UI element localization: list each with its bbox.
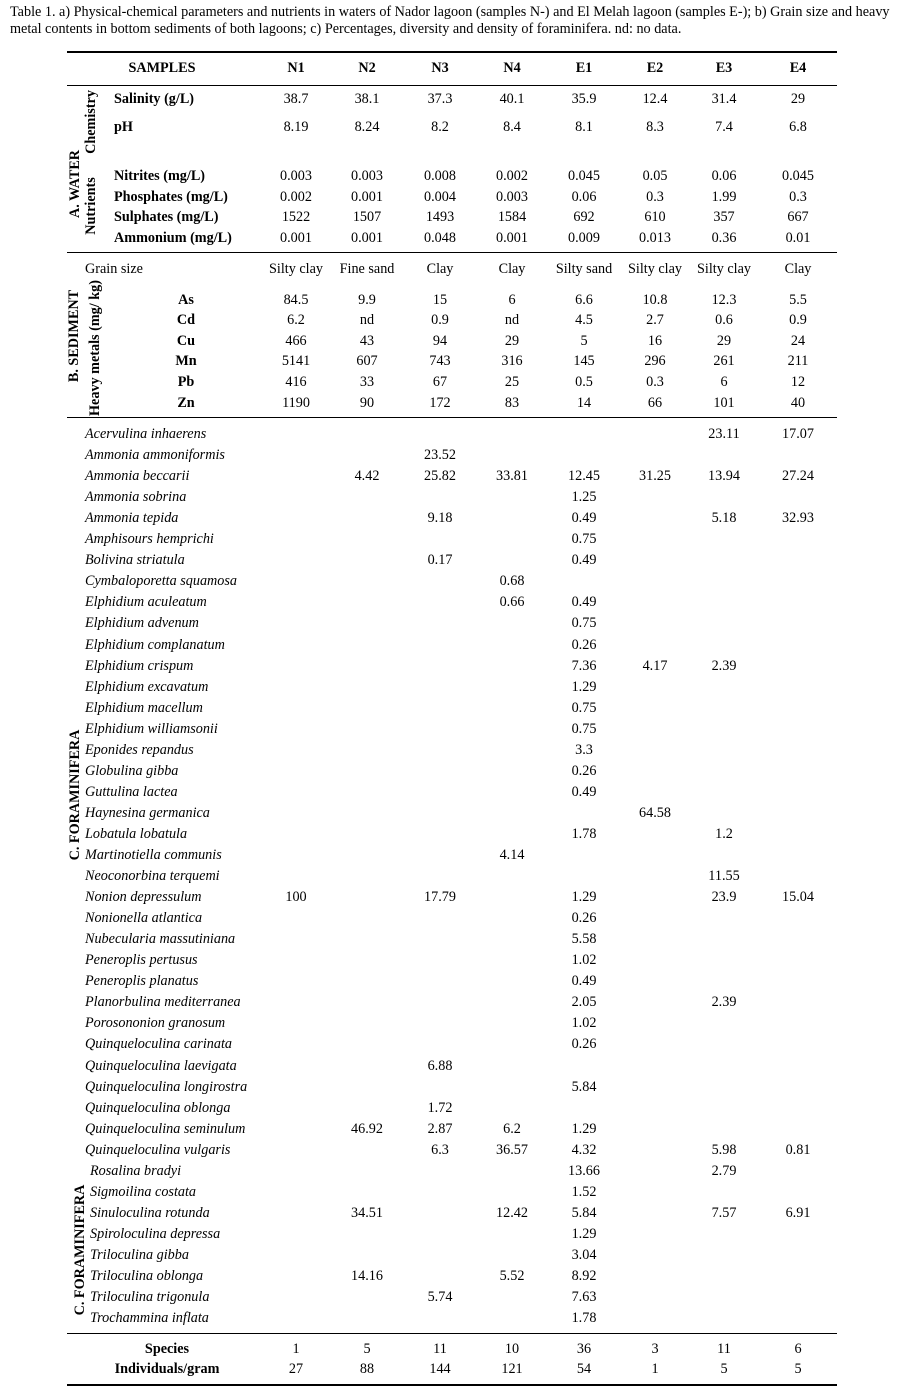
metal-value: 316: [501, 353, 523, 369]
sample-header: N3: [431, 60, 449, 76]
species-name: Quinqueloculina longirostra: [85, 1078, 248, 1095]
species-percentage: 4.42: [354, 468, 380, 485]
species-percentage: 1.29: [571, 1225, 597, 1242]
species-percentage: 31.25: [639, 468, 671, 485]
metal-value: 6: [508, 292, 516, 308]
total-value: 6: [794, 1341, 802, 1357]
species-percentage: 64.58: [639, 804, 671, 821]
chemistry-value: 6.8: [789, 119, 807, 135]
grain-size-value: Silty clay: [628, 261, 682, 277]
metal-value: 40: [790, 395, 806, 411]
metal-value: 145: [573, 353, 595, 369]
chemistry-value: 38.7: [283, 91, 309, 107]
species-percentage: 0.49: [571, 594, 597, 611]
metal-value: 466: [285, 333, 307, 349]
species-percentage: 2.05: [571, 994, 597, 1011]
species-percentage: 5.52: [499, 1268, 525, 1284]
species-name: Elphidium macellum: [85, 699, 203, 716]
species-percentage: 0.81: [785, 1141, 811, 1158]
chemistry-value: 12.4: [642, 91, 668, 107]
species-percentage: 0.26: [571, 910, 597, 927]
total-value: 54: [576, 1361, 592, 1377]
table-rule: [67, 51, 837, 53]
species-percentage: 34.51: [351, 1204, 383, 1221]
species-percentage: 6.2: [503, 1120, 521, 1137]
species-percentage: 0.26: [571, 762, 597, 779]
metal-value: 416: [285, 374, 307, 390]
chemistry-value: 8.3: [646, 119, 664, 135]
chemistry-value: 40.1: [499, 91, 525, 107]
metal-label: Mn: [175, 353, 197, 369]
species-percentage: 0.75: [571, 531, 597, 548]
metal-value: nd: [504, 312, 520, 328]
species-percentage: 0.75: [571, 615, 597, 632]
nutrient-value: 0.36: [711, 230, 737, 246]
metal-value: 67: [432, 374, 448, 390]
metal-value: 296: [644, 353, 666, 369]
total-value: 36: [576, 1341, 592, 1357]
species-name: Acervulina inhaerens: [85, 426, 207, 442]
total-value: 1: [651, 1361, 659, 1377]
species-name: Quinqueloculina laevigata: [85, 1057, 237, 1074]
nutrient-value: 1522: [281, 209, 311, 225]
species-name: Elphidium excavatum: [85, 678, 209, 695]
species-name: Nonion depressulum: [85, 889, 202, 906]
chemistry-value: 8.24: [354, 119, 380, 135]
species-name: Neoconorbina terquemi: [85, 868, 220, 885]
metal-value: 5.5: [789, 292, 807, 308]
grain-size-value: Silty sand: [555, 261, 613, 277]
metal-value: 12.3: [711, 292, 737, 308]
table-rule: [67, 1384, 837, 1386]
sample-header: E4: [789, 60, 807, 76]
total-value: 5: [363, 1341, 371, 1357]
grain-size-value: Fine sand: [339, 261, 395, 277]
metal-value: 43: [359, 333, 375, 349]
metal-value: 14: [576, 395, 592, 411]
species-name: Martinotiella communis: [85, 847, 222, 863]
metal-value: 66: [647, 395, 663, 411]
species-percentage: 4.17: [642, 657, 668, 674]
species-percentage: 1.52: [571, 1183, 597, 1200]
species-name: Globulina gibba: [85, 762, 179, 779]
total-value: 27: [288, 1361, 304, 1377]
species-name: Bolivina striatula: [85, 552, 185, 569]
nutrient-value: 0.045: [782, 168, 814, 184]
nutrient-param-label: Ammonium (mg/L): [114, 230, 232, 246]
species-name: Sinuloculina rotunda: [90, 1204, 210, 1221]
species-percentage: 12.42: [496, 1204, 528, 1221]
species-name: Lobatula lobatula: [85, 825, 188, 842]
species-percentage: 0.49: [571, 783, 597, 800]
chemistry-param-label: Salinity (g/L): [114, 91, 195, 107]
total-label: Species: [144, 1341, 190, 1357]
nutrient-value: 0.002: [280, 189, 312, 205]
nutrient-value: 0.01: [785, 230, 811, 246]
metal-value: 94: [432, 333, 448, 349]
sample-header: E2: [646, 60, 664, 76]
nutrient-value: 0.05: [642, 168, 668, 184]
nutrient-value: 0.009: [568, 230, 600, 246]
species-percentage: 0.17: [427, 552, 453, 569]
metal-value: 2.7: [646, 312, 664, 328]
species-percentage: 23.11: [708, 426, 740, 442]
species-percentage: 5.18: [711, 510, 737, 527]
metal-value: 261: [713, 353, 735, 369]
species-percentage: 100: [285, 889, 307, 906]
species-percentage: 0.26: [571, 1036, 597, 1053]
nutrient-value: 0.3: [646, 189, 664, 205]
metal-value: 101: [713, 395, 735, 411]
species-percentage: 0.75: [571, 699, 597, 716]
species-name: Porosononion granosum: [85, 1015, 226, 1032]
metal-label: Cu: [176, 333, 196, 349]
total-value: 11: [717, 1341, 731, 1357]
nutrient-value: 0.3: [789, 189, 807, 205]
chemistry-value: 35.9: [571, 91, 597, 107]
species-percentage: 1.29: [571, 889, 597, 906]
nutrient-value: 0.045: [568, 168, 600, 184]
nutrient-param-label: Sulphates (mg/L): [114, 209, 219, 225]
total-value: 1: [292, 1341, 300, 1357]
metal-value: 4.5: [575, 312, 593, 328]
species-name: Cymbaloporetta squamosa: [85, 573, 237, 590]
section-sediment-label: B. SEDIMENT: [66, 289, 82, 383]
sample-header: E3: [715, 60, 733, 76]
species-percentage: 5.84: [571, 1204, 597, 1221]
species-name: Elphidium complanatum: [85, 636, 225, 653]
species-name: Trochammina inflata: [90, 1310, 209, 1327]
species-percentage: 4.32: [571, 1141, 597, 1158]
species-name: Sigmoilina costata: [90, 1183, 197, 1200]
grain-size-label: Grain size: [85, 261, 143, 277]
sample-header: N1: [287, 60, 305, 76]
metal-value: 33: [359, 374, 375, 390]
table-rule: [67, 252, 837, 253]
species-name: Elphidium williamsonii: [85, 720, 218, 737]
chemistry-value: 29: [790, 91, 806, 107]
species-percentage: 1.78: [571, 1310, 597, 1327]
metal-value: 743: [429, 353, 451, 369]
species-percentage: 33.81: [496, 468, 528, 485]
metal-label: Zn: [177, 395, 195, 411]
species-name: Guttulina lactea: [85, 783, 178, 800]
species-name: Quinqueloculina oblonga: [85, 1099, 231, 1116]
metal-label: As: [178, 292, 194, 308]
species-percentage: 5.74: [427, 1289, 453, 1306]
total-value: 121: [501, 1361, 523, 1377]
nutrient-value: 692: [573, 209, 595, 225]
chemistry-param-label: pH: [114, 119, 133, 135]
metal-value: 607: [356, 353, 378, 369]
species-percentage: 0.49: [571, 552, 597, 569]
nutrient-value: 1493: [425, 209, 455, 225]
total-value: 88: [359, 1361, 375, 1377]
species-percentage: 23.9: [711, 889, 737, 906]
species-percentage: 14.16: [351, 1268, 383, 1284]
metal-label: Pb: [177, 374, 195, 390]
nutrient-value: 0.003: [496, 189, 528, 205]
species-percentage: 25.82: [424, 468, 456, 485]
metal-value: 24: [790, 333, 806, 349]
species-percentage: 13.66: [568, 1162, 600, 1179]
metal-value: 5141: [281, 353, 311, 369]
species-percentage: 7.57: [711, 1204, 737, 1221]
metal-value: 6.2: [287, 312, 305, 328]
species-percentage: 5.84: [571, 1078, 597, 1095]
grain-size-value: Clay: [426, 261, 454, 277]
chemistry-value: 7.4: [715, 119, 733, 135]
nutrient-param-label: Nitrites (mg/L): [114, 168, 206, 184]
species-percentage: 36.57: [496, 1141, 528, 1158]
metal-value: 0.9: [789, 312, 807, 328]
species-name: Quinqueloculina carinata: [85, 1036, 232, 1053]
species-name: Ammonia sobrina: [85, 489, 187, 506]
species-name: Elphidium crispum: [85, 657, 194, 674]
species-percentage: 15.04: [782, 889, 814, 906]
species-name: Elphidium aculeatum: [85, 594, 207, 611]
metal-value: 10.8: [642, 292, 668, 308]
table-caption: Table 1. a) Physical-chemical parameters and nutrients in waters of Nador lagoon (samples N-) and El Melah lagoon (samples E-); b) Grain size and heavy metal contents in bottom sediments of both lagoons; c) Percentages, diversity and density of foraminifera. nd: no data.: [10, 4, 890, 37]
total-value: 10: [504, 1341, 520, 1357]
total-label: Individuals/gram: [114, 1361, 220, 1377]
sample-header: N2: [358, 60, 376, 76]
metal-value: 0.3: [646, 374, 664, 390]
species-percentage: 1.2: [715, 825, 733, 842]
species-name: Elphidium advenum: [85, 615, 199, 632]
metal-value: 12: [790, 374, 806, 390]
species-percentage: 6.91: [785, 1204, 811, 1221]
chemistry-value: 8.2: [431, 119, 449, 135]
chemistry-value: 37.3: [427, 91, 453, 107]
nutrient-value: 357: [713, 209, 735, 225]
metal-value: 90: [359, 395, 375, 411]
species-percentage: 23.52: [424, 447, 456, 464]
nutrient-value: 0.002: [496, 168, 528, 184]
species-percentage: 0.49: [571, 973, 597, 990]
nutrient-value: 0.001: [351, 189, 383, 205]
species-percentage: 1.25: [571, 489, 597, 506]
grain-size-value: Silty clay: [269, 261, 323, 277]
species-percentage: 12.45: [568, 468, 600, 485]
metal-value: 211: [787, 353, 809, 369]
species-percentage: 17.07: [782, 426, 814, 442]
metal-label: Cd: [176, 312, 196, 328]
nutrient-value: 0.001: [280, 230, 312, 246]
species-percentage: 0.66: [499, 594, 525, 611]
metal-value: 5: [580, 333, 588, 349]
species-name: Peneroplis planatus: [85, 973, 199, 990]
metal-value: 84.5: [283, 292, 309, 308]
species-percentage: 17.79: [424, 889, 456, 906]
chemistry-value: 38.1: [354, 91, 380, 107]
species-name: Planorbulina mediterranea: [85, 994, 241, 1011]
metal-value: 0.9: [431, 312, 449, 328]
species-percentage: 3.3: [575, 741, 593, 758]
species-name: Quinqueloculina vulgaris: [85, 1141, 231, 1158]
nutrient-value: 1.99: [711, 189, 737, 205]
section-nutrients-label: Nutrients: [83, 177, 99, 235]
sample-header: E1: [575, 60, 593, 76]
metal-value: 29: [504, 333, 520, 349]
nutrient-value: 0.048: [424, 230, 456, 246]
species-percentage: 4.14: [499, 847, 525, 863]
species-percentage: 0.68: [499, 573, 525, 590]
species-percentage: 11.55: [708, 868, 740, 885]
species-percentage: 2.39: [711, 657, 737, 674]
species-name: Rosalina bradyi: [90, 1162, 182, 1179]
species-percentage: 2.79: [711, 1162, 737, 1179]
nutrient-value: 0.001: [351, 230, 383, 246]
species-percentage: 8.92: [571, 1268, 597, 1284]
grain-size-value: Clay: [498, 261, 526, 277]
species-percentage: 0.26: [571, 636, 597, 653]
species-percentage: 1.29: [571, 1120, 597, 1137]
nutrient-value: 0.003: [351, 168, 383, 184]
species-name: Haynesina germanica: [85, 804, 210, 821]
total-value: 11: [433, 1341, 447, 1357]
species-percentage: 32.93: [782, 510, 814, 527]
species-name: Triloculina oblonga: [90, 1268, 204, 1284]
section-foraminifera-label-continued: C. FORAMINIFERA: [72, 1184, 88, 1316]
metal-value: 0.5: [575, 374, 593, 390]
chemistry-value: 31.4: [711, 91, 737, 107]
chemistry-value: 8.4: [503, 119, 521, 135]
section-heavy-metals-label: Heavy metals (mg/ kg): [87, 280, 103, 416]
metal-value: 15: [432, 292, 448, 308]
grain-size-value: Silty clay: [697, 261, 751, 277]
species-percentage: 13.94: [708, 468, 740, 485]
nutrient-value: 667: [787, 209, 809, 225]
species-percentage: 46.92: [351, 1120, 383, 1137]
total-value: 144: [429, 1361, 451, 1377]
species-percentage: 1.02: [571, 1015, 597, 1032]
total-value: 3: [651, 1341, 659, 1357]
species-percentage: 9.18: [427, 510, 453, 527]
metal-value: 16: [647, 333, 663, 349]
species-name: Eponides repandus: [85, 741, 194, 758]
species-percentage: 1.29: [571, 678, 597, 695]
nutrient-value: 1507: [352, 209, 382, 225]
metal-value: 6.6: [575, 292, 593, 308]
species-name: Nubecularia massutiniana: [85, 931, 236, 948]
metal-value: 172: [429, 395, 451, 411]
species-percentage: 2.87: [427, 1120, 453, 1137]
species-name: Spiroloculina depressa: [90, 1225, 221, 1242]
species-percentage: 1.78: [571, 825, 597, 842]
metal-value: nd: [359, 312, 375, 328]
table-rule: [67, 1333, 837, 1334]
species-percentage: 1.02: [571, 952, 597, 969]
species-name: Ammonia ammoniformis: [85, 447, 225, 464]
species-percentage: 6.3: [431, 1141, 449, 1158]
nutrient-value: 0.06: [571, 189, 597, 205]
species-percentage: 7.36: [571, 657, 597, 674]
nutrient-value: 0.013: [639, 230, 671, 246]
nutrient-value: 0.001: [496, 230, 528, 246]
species-name: Triloculina gibba: [90, 1246, 189, 1263]
metal-value: 9.9: [358, 292, 376, 308]
section-chemistry-label: Chemistry: [83, 90, 99, 154]
species-percentage: 2.39: [711, 994, 737, 1011]
table-rule: [67, 417, 837, 418]
species-percentage: 3.04: [571, 1246, 597, 1263]
species-percentage: 0.49: [571, 510, 597, 527]
species-percentage: 5.58: [571, 931, 597, 948]
section-water-label: A. WATER: [67, 149, 83, 219]
species-name: Amphisours hemprichi: [85, 531, 214, 548]
total-value: 5: [720, 1361, 728, 1377]
header-samples-label: SAMPLES: [128, 60, 196, 76]
chemistry-value: 8.19: [283, 119, 309, 135]
metal-value: 83: [504, 395, 520, 411]
nutrient-value: 610: [644, 209, 666, 225]
species-percentage: 7.63: [571, 1289, 597, 1306]
metal-value: 25: [504, 374, 520, 390]
species-percentage: 1.72: [427, 1099, 453, 1116]
nutrient-value: 1584: [497, 209, 527, 225]
metal-value: 1190: [282, 395, 310, 411]
species-name: Triloculina trigonula: [90, 1289, 210, 1306]
grain-size-value: Clay: [784, 261, 812, 277]
nutrient-value: 0.008: [424, 168, 456, 184]
species-name: Ammonia tepida: [85, 510, 179, 527]
section-foraminifera-label: C. FORAMINIFERA: [67, 729, 83, 861]
species-percentage: 5.98: [711, 1141, 737, 1158]
species-name: Peneroplis pertusus: [85, 952, 198, 969]
chemistry-value: 8.1: [575, 119, 593, 135]
nutrient-value: 0.003: [280, 168, 312, 184]
total-value: 5: [794, 1361, 802, 1377]
species-percentage: 0.75: [571, 720, 597, 737]
nutrient-value: 0.004: [424, 189, 456, 205]
species-name: Quinqueloculina seminulum: [85, 1120, 246, 1137]
species-name: Ammonia beccarii: [85, 468, 190, 485]
species-percentage: 6.88: [427, 1057, 453, 1074]
species-percentage: 27.24: [782, 468, 814, 485]
nutrient-value: 0.06: [711, 168, 737, 184]
metal-value: 6: [720, 374, 728, 390]
species-name: Nonionella atlantica: [85, 910, 203, 927]
metal-value: 0.6: [715, 312, 733, 328]
sample-header: N4: [503, 60, 521, 76]
nutrient-param-label: Phosphates (mg/L): [114, 189, 228, 205]
metal-value: 29: [716, 333, 732, 349]
table-rule: [67, 85, 837, 86]
